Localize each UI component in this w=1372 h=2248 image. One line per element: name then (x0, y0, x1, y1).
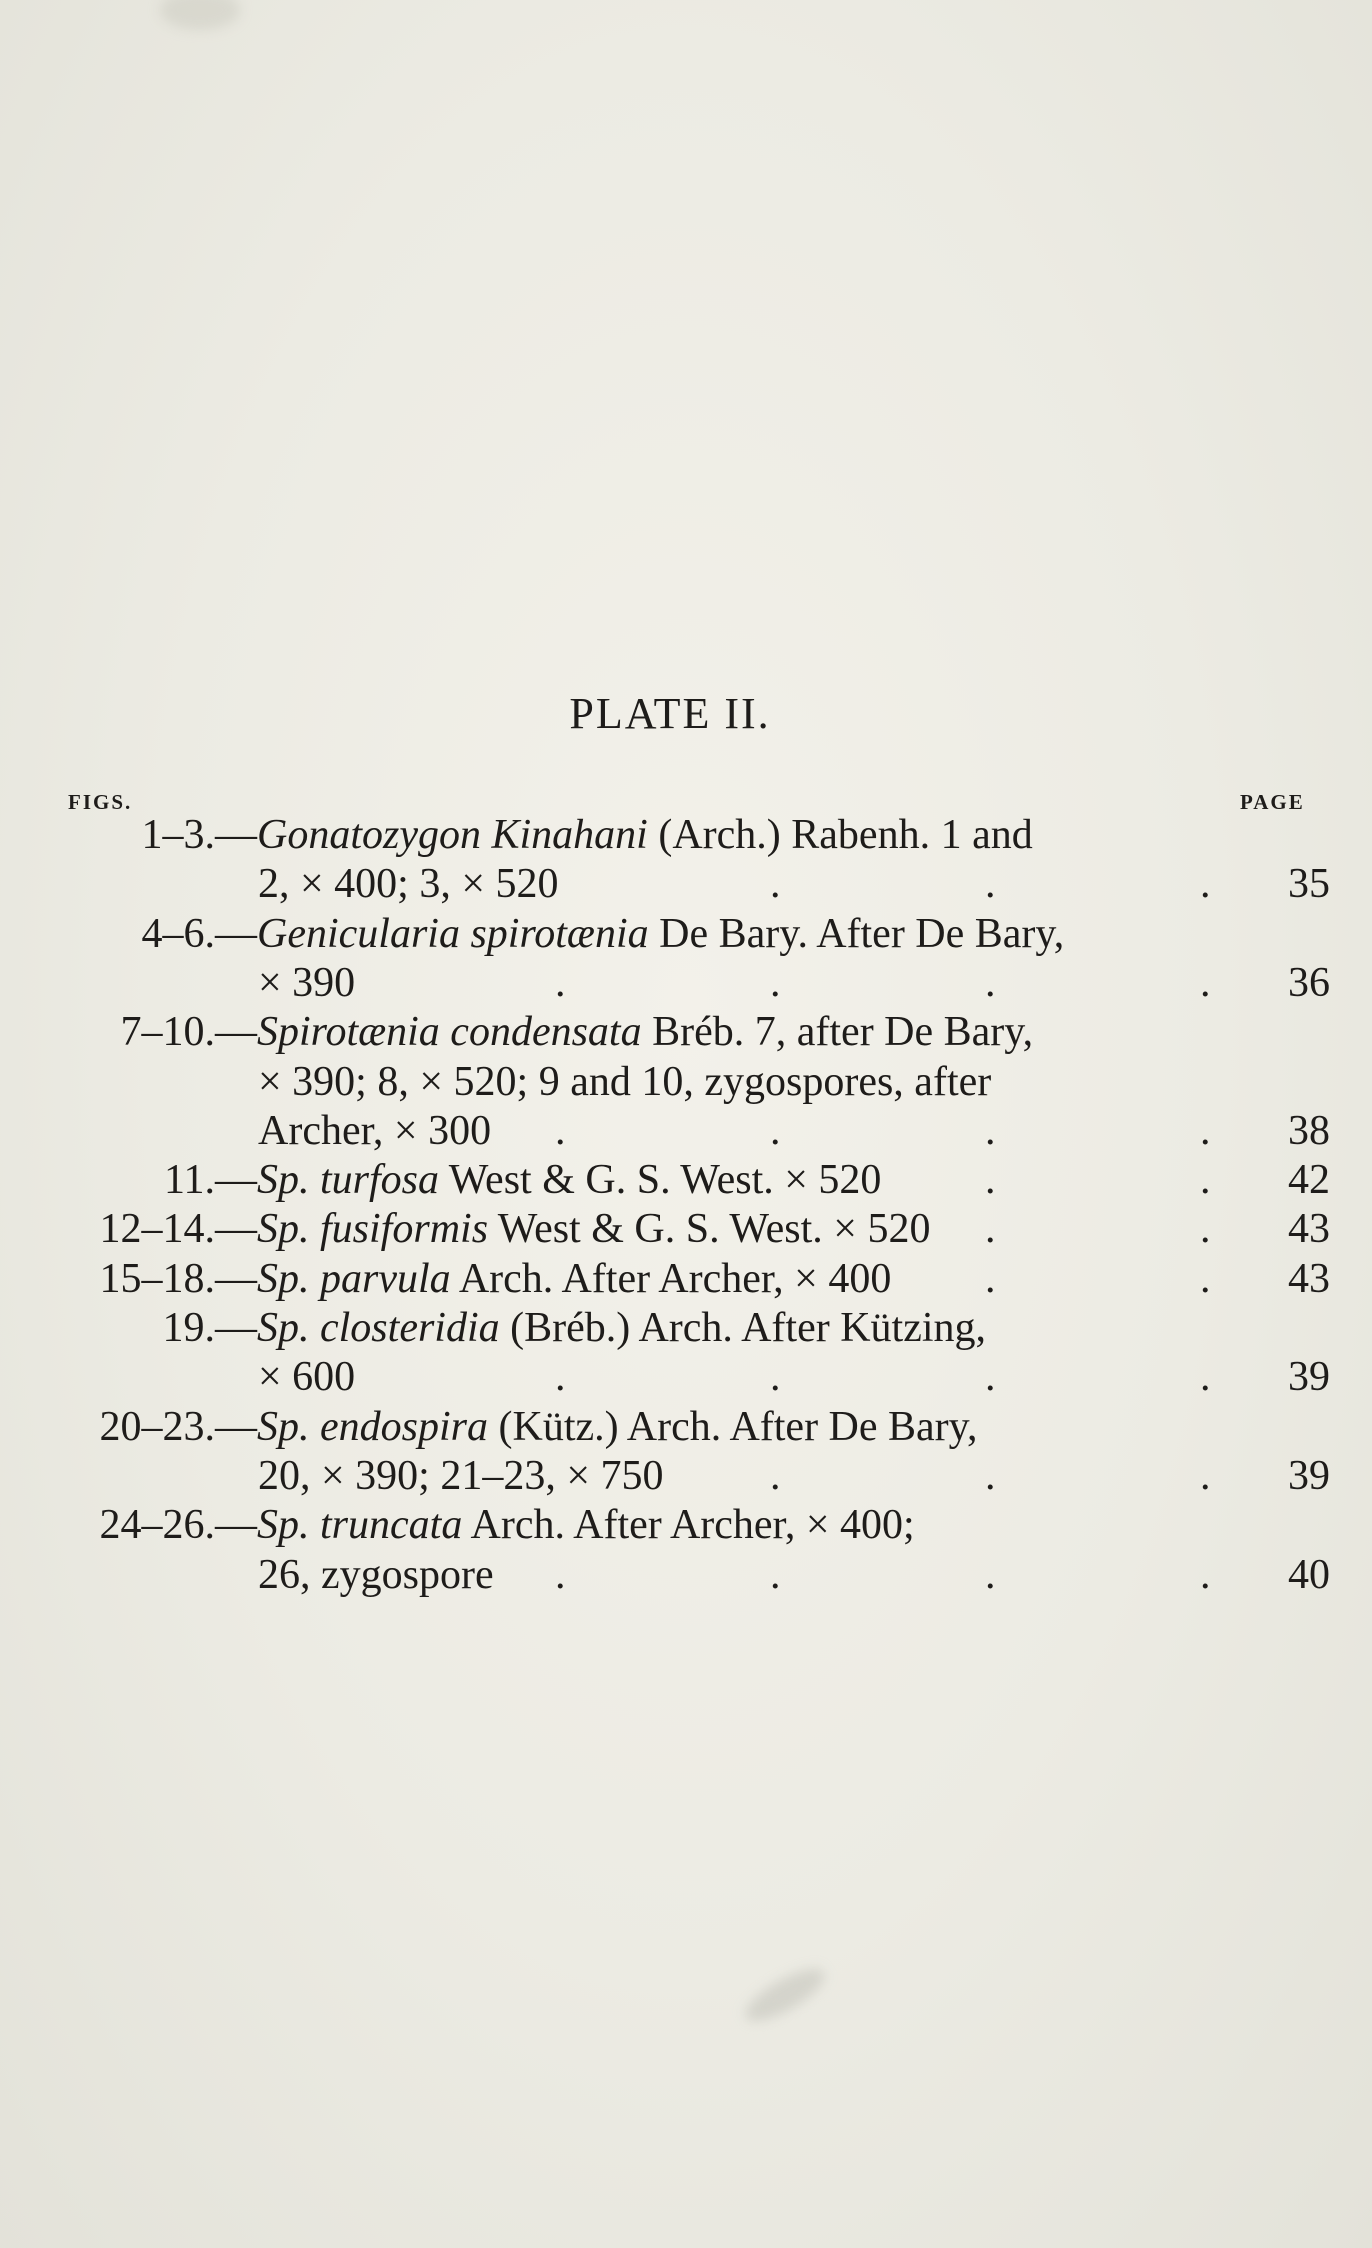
species-name: Spirotænia condensata (257, 1009, 642, 1056)
leader-dot: . (985, 1107, 996, 1154)
leader-dot: . (985, 861, 996, 908)
description-text: Archer, × 300 (258, 1107, 492, 1154)
description-text: — (215, 1305, 257, 1351)
leader-dot: . (770, 959, 781, 1006)
figure-description (215, 909, 1064, 959)
species-name: Sp. turfosa (257, 1157, 440, 1204)
page-number: 36 (1288, 959, 1330, 1006)
description-text: West & G. S. West. × 520 (488, 1206, 931, 1253)
plate-title: PLATE II. (569, 689, 771, 738)
figure-entry-line (0, 1550, 1372, 1600)
leader-dot: . (555, 1354, 566, 1401)
figure-entry-line (0, 1007, 1372, 1057)
figure-number: 15–18. (99, 1255, 215, 1302)
page-number: 43 (1288, 1255, 1330, 1302)
description-text: Arch. After Archer, × 400 (450, 1255, 892, 1302)
page-number: 39 (1288, 1452, 1330, 1499)
description-text: × 390; 8, × 520; 9 and 10, zygospores, after (258, 1058, 992, 1105)
species-name: Gonatozygon Kinahani (257, 812, 648, 858)
figure-entry-line (0, 1303, 1372, 1353)
figure-description (215, 1254, 891, 1304)
species-name: Sp. fusiformis (257, 1206, 489, 1253)
page-number: 42 (1288, 1157, 1330, 1204)
figure-description (258, 1550, 494, 1600)
description-text: × 600 (258, 1354, 356, 1401)
paper-smudge-bottom (739, 1960, 832, 2031)
figure-description (258, 1106, 491, 1156)
figure-entry-line (0, 909, 1372, 959)
figure-description (258, 1451, 664, 1501)
leader-dot: . (770, 1354, 781, 1401)
leader-dot: . (555, 1107, 566, 1154)
leader-dot: . (1200, 861, 1211, 908)
description-text: × 390 (258, 959, 356, 1006)
description-text: — (215, 1255, 257, 1302)
page-number: 40 (1288, 1551, 1330, 1598)
description-text: (Bréb.) Arch. After Kützing, (499, 1305, 987, 1351)
figure-description (258, 1057, 991, 1107)
figure-number: 1–3. (141, 812, 215, 858)
page-number: 38 (1288, 1107, 1330, 1154)
figure-description (215, 1007, 1033, 1057)
figure-number: 11. (164, 1157, 215, 1204)
leader-dot: . (555, 1551, 566, 1598)
figure-number: 19. (162, 1305, 215, 1351)
figure-description (215, 1155, 881, 1205)
page-number: 35 (1288, 861, 1330, 908)
page-number: 39 (1288, 1354, 1330, 1401)
figure-entry-line (0, 1451, 1372, 1501)
description-text: De Bary. After De Bary, (648, 910, 1065, 957)
page-column-header: PAGE (1240, 790, 1305, 814)
figure-entry-line (0, 810, 1372, 860)
leader-dot: . (1200, 1255, 1211, 1302)
description-text: (Kütz.) Arch. After De Bary, (488, 1403, 978, 1450)
figure-entry-line (0, 859, 1372, 909)
leader-dot: . (985, 1255, 996, 1302)
leader-dot: . (985, 1354, 996, 1401)
leader-dot: . (1200, 1354, 1211, 1401)
species-name: Genicularia spirotænia (257, 910, 649, 957)
description-text: 2, × 400; 3, × 520 (258, 861, 559, 908)
leader-dot: . (985, 959, 996, 1006)
description-text: (Arch.) Rabenh. 1 and (647, 812, 1033, 858)
species-name: Sp. parvula (257, 1255, 451, 1302)
figure-entry-line (0, 1500, 1372, 1550)
species-name: Sp. truncata (257, 1502, 463, 1549)
figure-entry-line (0, 1254, 1372, 1304)
description-text: West & G. S. West. × 520 (439, 1157, 882, 1204)
description-text: 26, zygospore (258, 1551, 494, 1598)
description-text: 20, × 390; 21–23, × 750 (258, 1452, 664, 1499)
leader-dot: . (1200, 1551, 1211, 1598)
figure-entry-line (0, 1402, 1372, 1452)
figure-number: 7–10. (120, 1009, 215, 1056)
figure-description (258, 1352, 355, 1402)
figure-description (215, 1500, 915, 1550)
description-text: Bréb. 7, after De Bary, (641, 1009, 1034, 1056)
description-text: — (215, 1009, 257, 1056)
figs-column-header: FIGS. (68, 790, 133, 814)
figure-entry-line (0, 1106, 1372, 1156)
leader-dot: . (770, 1107, 781, 1154)
figure-entry-line (0, 1352, 1372, 1402)
figure-entry-line (0, 1155, 1372, 1205)
figure-number: 12–14. (99, 1206, 215, 1253)
description-text: — (215, 910, 257, 957)
description-text: — (215, 812, 257, 858)
figure-number: 20–23. (99, 1403, 215, 1450)
figure-description (215, 810, 1033, 860)
leader-dot: . (985, 1551, 996, 1598)
description-text: — (215, 1206, 257, 1253)
figure-number: 24–26. (99, 1502, 215, 1549)
figure-number: 4–6. (141, 910, 215, 957)
leader-dot: . (770, 1452, 781, 1499)
description-text: — (215, 1157, 257, 1204)
leader-dot: . (985, 1157, 996, 1204)
leader-dot: . (555, 959, 566, 1006)
leader-dot: . (985, 1206, 996, 1253)
leader-dot: . (985, 1452, 996, 1499)
figure-entry-line (0, 958, 1372, 1008)
description-text: — (215, 1502, 257, 1549)
figure-description (215, 1303, 986, 1353)
species-name: Sp. endospira (257, 1403, 488, 1450)
leader-dot: . (1200, 1452, 1211, 1499)
figure-entry-line (0, 1057, 1372, 1107)
figure-description (258, 859, 559, 909)
leader-dot: . (1200, 1206, 1211, 1253)
description-text: — (215, 1403, 257, 1450)
figure-description (215, 1402, 977, 1452)
figure-description (258, 958, 355, 1008)
leader-dot: . (770, 861, 781, 908)
leader-dot: . (1200, 1107, 1211, 1154)
leader-dot: . (1200, 1157, 1211, 1204)
figure-description (215, 1204, 930, 1254)
species-name: Sp. closteridia (257, 1305, 500, 1351)
description-text: Arch. After Archer, × 400; (462, 1502, 915, 1549)
leader-dot: . (770, 1551, 781, 1598)
leader-dot: . (1200, 959, 1211, 1006)
figure-entry-line (0, 1204, 1372, 1254)
paper-smudge-top (160, 0, 240, 30)
page-number: 43 (1288, 1206, 1330, 1253)
